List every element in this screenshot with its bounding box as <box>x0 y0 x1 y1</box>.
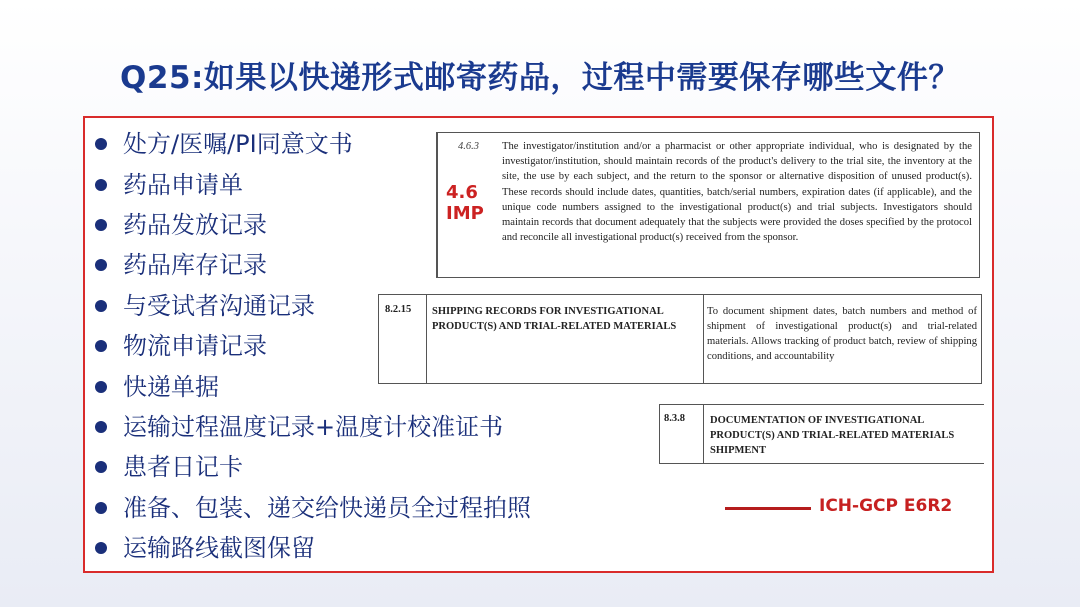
list-item-label: 快递单据 <box>123 372 219 401</box>
bullet-dot-icon <box>95 421 107 433</box>
list-item-label: 运输路线截图保留 <box>123 534 315 563</box>
bullet-dot-icon <box>95 219 107 231</box>
bullet-dot-icon <box>95 300 107 312</box>
list-item-label: 药品发放记录 <box>123 210 267 239</box>
bullet-dot-icon <box>95 340 107 352</box>
heading-cell <box>426 295 704 383</box>
bullet-dot-icon <box>95 381 107 393</box>
excerpt-purpose: To document shipment dates, batch numbers and method of shipment of investigational product(s) and trial-related materials. Allows tracking of product batch, review of shipping conditions, and accountability <box>707 306 977 362</box>
section-number-cell <box>660 405 704 463</box>
slide-title: Q25:如果以快递形式邮寄药品，过程中需要保存哪些文件？ <box>120 60 960 96</box>
imp-tag-label: IMP <box>446 203 484 224</box>
gcp-excerpt-4-6-3 <box>436 132 980 278</box>
bullet-dot-icon <box>95 259 107 271</box>
list-item-label: 药品库存记录 <box>123 251 267 280</box>
imp-section-tag <box>446 182 484 224</box>
gcp-excerpt-8-3-8 <box>659 404 984 464</box>
bullet-dot-icon <box>95 542 107 554</box>
imp-tag-number: 4.6 <box>446 182 478 203</box>
list-item <box>95 447 531 487</box>
excerpt-heading: DOCUMENTATION OF INVESTIGATIONAL PRODUCT(S) AND TRIAL-RELATED MATERIALS SHIPMENT <box>710 415 955 456</box>
bullet-dot-icon <box>95 179 107 191</box>
bullet-dot-icon <box>95 138 107 150</box>
reference-label: ICH-GCP E6R2 <box>819 496 953 516</box>
list-item <box>95 407 531 447</box>
excerpt-section-number: 8.3.8 <box>664 413 685 424</box>
list-item-label: 准备、包装、递交给快递员全过程拍照 <box>123 493 531 522</box>
reference-divider <box>725 507 811 510</box>
list-item <box>95 488 531 528</box>
excerpt-section-number: 4.6.3 <box>458 141 479 152</box>
gcp-excerpt-8-2-15 <box>378 294 982 384</box>
list-item-label: 患者日记卡 <box>123 453 243 482</box>
bullet-dot-icon <box>95 461 107 473</box>
list-item-label: 运输过程温度记录+温度计校准证书 <box>123 412 504 441</box>
list-item-label: 处方/医嘱/PI同意文书 <box>123 130 353 159</box>
section-number-cell <box>379 295 427 383</box>
excerpt-text: The investigator/institution and/or a pharmacist or other appropriate individual, who is designated by the investigator/institution, should maintain records of the product's delivery to the trial site, the inventory at the site, the use by each subject, and the return to the sponsor or alternative disposition of unused product(s). These records should include dates, quantities, batch/serial numbers, expiration dates (if applicable), and the unique code numbers assigned to the investigational product(s) and trial subjects. Investigators should maintain records that document adequately that the subjects were provided the doses specified by the protocol and reconcile all investigational product(s) received from the sponsor. <box>502 141 972 244</box>
excerpt-heading: SHIPPING RECORDS FOR INVESTIGATIONAL PRODUCT(S) AND TRIAL-RELATED MATERIALS <box>432 306 677 332</box>
list-item <box>95 528 531 568</box>
list-item-label: 药品申请单 <box>123 170 243 199</box>
list-item-label: 与受试者沟通记录 <box>123 291 315 320</box>
excerpt-section-number: 8.2.15 <box>385 304 412 315</box>
list-item-label: 物流申请记录 <box>123 332 267 361</box>
bullet-dot-icon <box>95 502 107 514</box>
